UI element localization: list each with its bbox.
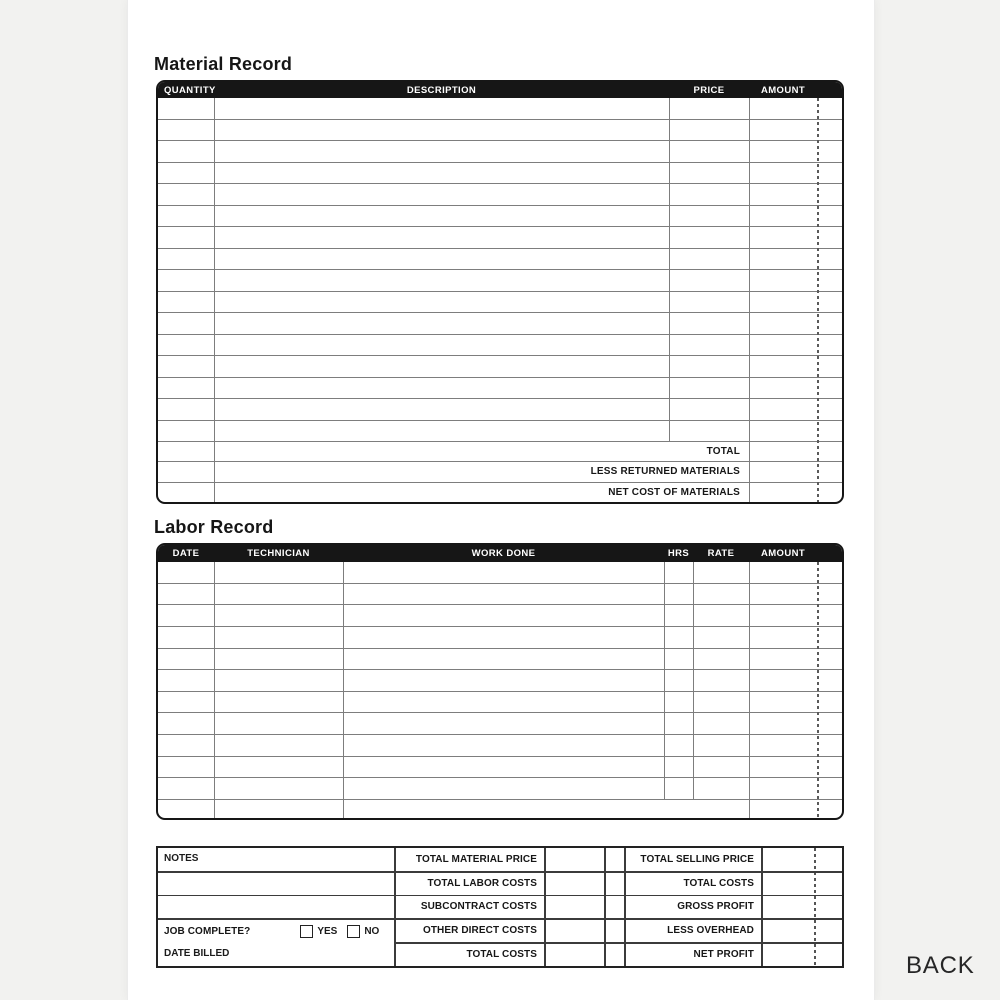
summary-left-label: SUBCONTRACT COSTS <box>420 901 537 913</box>
left-value-divider <box>544 848 546 966</box>
summary-right-label: NET PROFIT <box>693 948 754 960</box>
labor-table-header <box>158 545 842 562</box>
spacer-left-divider <box>604 848 606 966</box>
labor-table-body <box>158 562 842 800</box>
labor-empty-row <box>158 757 842 779</box>
summary-row-divider <box>158 871 842 873</box>
column-header-rate: RATE <box>707 548 735 559</box>
quantity-column-divider <box>214 98 215 502</box>
back-page-label: BACK <box>906 952 975 979</box>
job-complete-label: JOB COMPLETE? <box>164 926 251 937</box>
date-column-divider <box>214 562 215 818</box>
material-empty-row <box>158 399 842 421</box>
material-empty-row <box>158 249 842 271</box>
summary-left-value-cell <box>544 919 604 943</box>
summary-right-label: LESS OVERHEAD <box>667 925 754 937</box>
amount-column-divider <box>749 562 750 818</box>
summary-spacer-cell <box>604 942 624 966</box>
column-header-amount: AMOUNT <box>760 548 806 559</box>
material-empty-row <box>158 141 842 163</box>
material-empty-row <box>158 206 842 228</box>
no-checkbox-icon <box>347 925 360 938</box>
material-empty-row <box>158 356 842 378</box>
material-empty-row <box>158 120 842 142</box>
yes-label: YES <box>317 926 338 937</box>
labor-empty-row <box>158 562 842 584</box>
summary-right-value-cell <box>761 848 842 872</box>
summary-right-label: GROSS PROFIT <box>677 901 754 913</box>
summary-left-label: TOTAL MATERIAL PRICE <box>415 854 537 866</box>
notes-box-divider <box>394 848 396 966</box>
labor-total-row <box>158 800 842 820</box>
labor-empty-row <box>158 713 842 735</box>
column-header-technician: TECHNICIAN <box>247 548 310 559</box>
summary-left-label: TOTAL COSTS <box>466 948 537 960</box>
summary-row <box>158 872 842 896</box>
no-label: NO <box>364 926 380 937</box>
summary-right-value-cell <box>761 919 842 943</box>
labor-record-title: Labor Record <box>154 517 274 537</box>
material-empty-row <box>158 421 842 443</box>
spacer-right-divider <box>624 848 626 966</box>
summary-row-divider <box>394 942 842 944</box>
cents-dashed-divider <box>817 98 819 502</box>
rate-column-divider <box>693 562 694 800</box>
material-empty-row <box>158 378 842 400</box>
labor-empty-row <box>158 670 842 692</box>
summary-table <box>156 846 844 968</box>
labor-empty-row <box>158 605 842 627</box>
right-value-divider <box>761 848 763 966</box>
summary-left-value-cell <box>544 942 604 966</box>
summary-right-value-cell <box>761 942 842 966</box>
column-header-date: DATE <box>172 548 200 559</box>
summary-row <box>158 942 842 966</box>
labor-empty-row <box>158 692 842 714</box>
material-empty-row <box>158 184 842 206</box>
summary-left-label: TOTAL LABOR COSTS <box>427 877 537 889</box>
labor-empty-row <box>158 649 842 671</box>
material-empty-row <box>158 98 842 120</box>
cents-dashed-divider <box>814 848 816 966</box>
column-header-amount: AMOUNT <box>760 84 806 96</box>
less-returned-materials-row-label: LESS RETURNED MATERIALS <box>158 462 842 482</box>
column-header-hrs: HRS <box>667 548 690 559</box>
notes-label: NOTES <box>164 853 199 864</box>
yes-checkbox-icon <box>300 925 313 938</box>
hrs-column-divider <box>664 562 665 800</box>
summary-right-value-cell <box>761 895 842 919</box>
labor-empty-row <box>158 735 842 757</box>
form-page <box>127 0 875 1000</box>
labor-empty-row <box>158 584 842 606</box>
summary-spacer-cell <box>604 872 624 896</box>
material-totals <box>158 442 842 502</box>
summary-left-label: OTHER DIRECT COSTS <box>422 925 537 937</box>
notes-area-cell <box>158 872 394 896</box>
summary-row-divider <box>158 895 842 897</box>
labor-record-table <box>156 543 844 820</box>
material-empty-row <box>158 335 842 357</box>
material-record-table <box>156 80 844 504</box>
amount-column-divider <box>749 98 750 502</box>
summary-right-label: TOTAL COSTS <box>683 877 754 889</box>
material-empty-row <box>158 227 842 249</box>
summary-left-value-cell <box>544 895 604 919</box>
notes-area-cell <box>158 895 394 919</box>
summary-left-value-cell <box>544 848 604 872</box>
net-cost-of-materials-row-label: NET COST OF MATERIALS <box>608 486 740 498</box>
summary-right-value-cell <box>761 872 842 896</box>
material-empty-row <box>158 163 842 185</box>
material-empty-row <box>158 292 842 314</box>
material-empty-row <box>158 270 842 292</box>
material-empty-row <box>158 313 842 335</box>
column-header-quantity: QUANTITY <box>164 84 216 96</box>
summary-rows <box>158 848 842 966</box>
material-record-title: Material Record <box>154 54 293 74</box>
column-header-work-done: WORK DONE <box>471 548 536 559</box>
summary-spacer-cell <box>604 848 624 872</box>
technician-column-divider <box>343 562 344 818</box>
column-header-description: DESCRIPTION <box>406 84 477 96</box>
summary-row <box>158 895 842 919</box>
summary-spacer-cell <box>604 919 624 943</box>
summary-spacer-cell <box>604 895 624 919</box>
price-column-divider <box>669 98 670 442</box>
column-header-price: PRICE <box>693 84 725 96</box>
cents-dashed-divider <box>817 562 819 818</box>
date-billed-label: DATE BILLED <box>164 948 230 959</box>
material-table-header <box>158 82 842 98</box>
labor-empty-row <box>158 627 842 649</box>
summary-right-label: TOTAL SELLING PRICE <box>640 854 754 866</box>
job-complete-row <box>164 920 392 943</box>
summary-left-value-cell <box>544 872 604 896</box>
summary-row <box>158 848 842 872</box>
material-table-body <box>158 98 842 442</box>
labor-empty-row <box>158 778 842 800</box>
total-row-label: TOTAL <box>158 442 842 462</box>
